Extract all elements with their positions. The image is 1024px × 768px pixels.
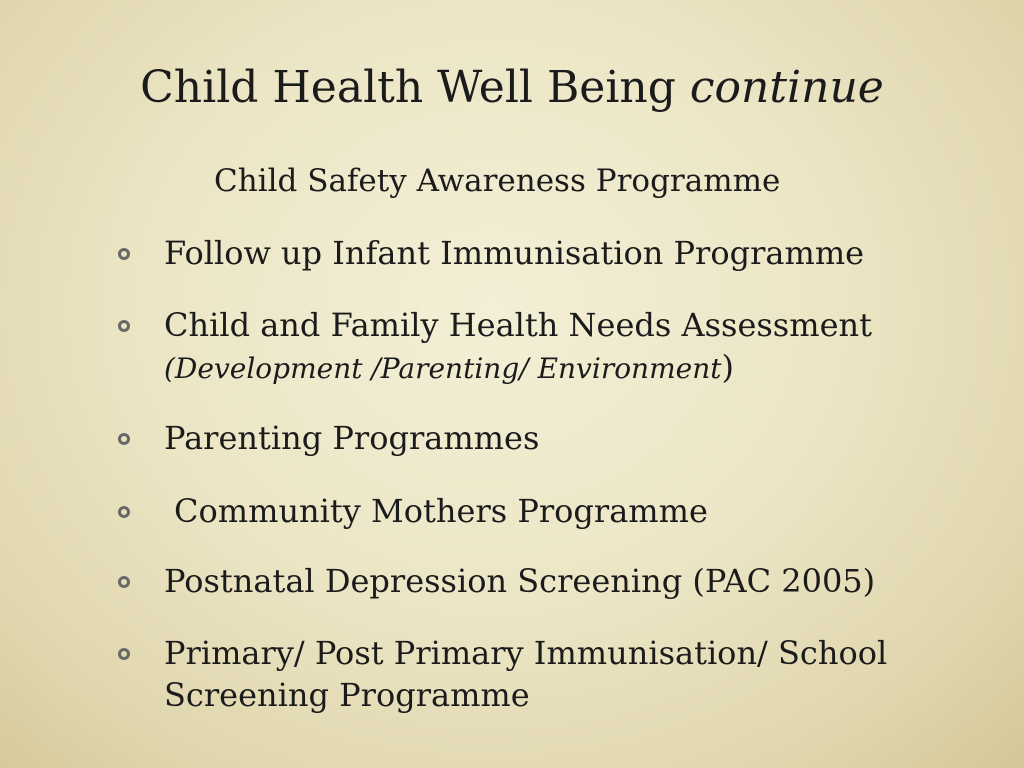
bullet-subnote-italic: (Development /Parenting/ Environment (164, 352, 722, 385)
slide-title-main: Child Health Well Being (140, 62, 676, 113)
bullet-text: Parenting Programmes (164, 419, 540, 457)
bullet-text: Community Mothers Programme (174, 492, 708, 530)
bullet-text: Child and Family Health Needs Assessment (164, 306, 872, 344)
bullet-text-block (164, 304, 1004, 390)
slide-title (0, 58, 1024, 118)
bullet-text: Follow up Infant Immunisation Programme (164, 234, 865, 272)
bullet-text: Primary/ Post Primary Immunisation/ School Screening Programme (164, 634, 888, 714)
slide-subtitle: Child Safety Awareness Programme (214, 163, 781, 199)
slide-title-continue: continue (689, 62, 884, 113)
circle-bullet-icon (118, 433, 130, 445)
circle-bullet-icon (118, 576, 130, 588)
circle-bullet-icon (118, 506, 130, 518)
circle-bullet-icon (118, 648, 130, 660)
bullet-subnote-tail: ) (721, 348, 734, 386)
bullet-subnote (164, 346, 1004, 390)
bullet-text: Postnatal Depression Screening (PAC 2005) (164, 562, 876, 600)
circle-bullet-icon (118, 320, 130, 332)
circle-bullet-icon (118, 248, 130, 260)
